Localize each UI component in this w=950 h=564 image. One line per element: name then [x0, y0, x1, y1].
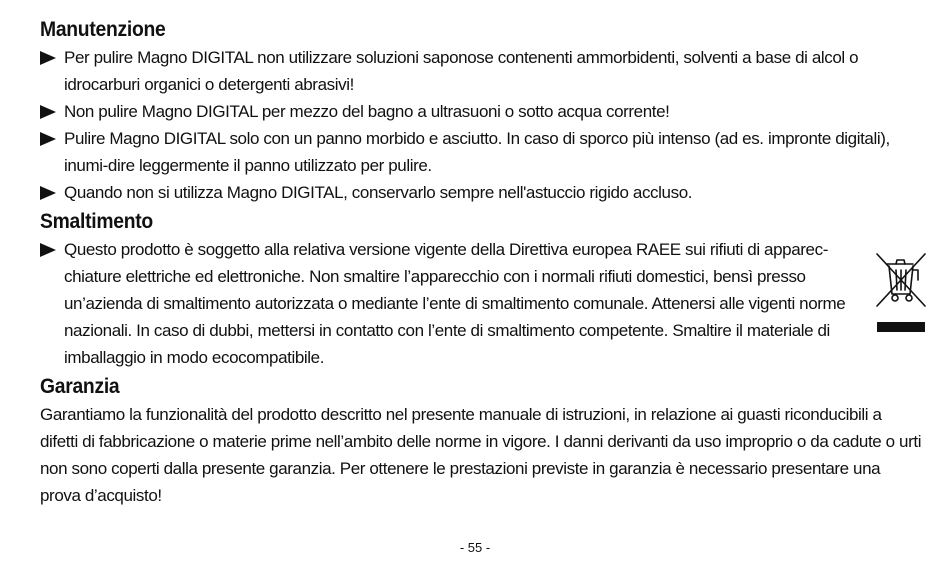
list-item-text: Per pulire Magno DIGITAL non utilizzare soluzioni saponose contenenti ammorbidenti, solventi a base di alcol o idrocarburi organici o detergenti abrasivi! [64, 48, 859, 94]
garanzia-paragraph: Garantiamo la funzionalità del prodotto descritto nel presente manuale di istruzioni, in relazione ai guasti riconducibili a difetti di fabbricazione o materie prime nell’ambito delle norme in vigore. I danni derivanti da uso improprio o da cadute o urti non sono coperti dalla presente garanzia. Per ottenere le prestazioni previste in garanzia è necessario presentare una prova d’acquisto! [40, 405, 922, 505]
list-item-text: Pulire Magno DIGITAL solo con un panno morbido e asciutto. In caso di sporco più intenso (ad es. impronte digitali), inumi-dire leggermente il panno utilizzato per pulire. [64, 129, 890, 175]
manutenzione-list [40, 44, 935, 206]
page-number: - 55 - [459, 540, 491, 555]
list-item-text: Non pulire Magno DIGITAL per mezzo del bagno a ultrasuoni o sotto acqua corrente! [64, 102, 670, 121]
heading-manutenzione: Manutenzione [40, 18, 166, 41]
bullet-triangle-icon [40, 132, 56, 146]
list-item [40, 44, 935, 98]
list-item-text: Questo prodotto è soggetto alla relativa versione vigente della Direttiva europea RAEE sui rifiuti di apparec-chiature elettriche ed elettroniche. Non smaltire l’apparecchio con i normali rifiuti domestici, bensì presso un’azienda di smaltimento autorizzata o mediante l’ente di smaltimento comunale. Attenersi alle vigenti norme nazionali. In caso di dubbi, mettersi in contatto con l’ente di smaltimento competente. Smaltire il materiale di imballaggio in modo ecocompatibile. [64, 240, 846, 367]
heading-smaltimento: Smaltimento [40, 210, 153, 233]
list-item-text: Quando non si utilizza Magno DIGITAL, conservarlo sempre nell'astuccio rigido accluso. [64, 183, 693, 202]
bullet-triangle-icon [40, 105, 56, 119]
bullet-triangle-icon [40, 243, 56, 257]
heading-garanzia: Garanzia [40, 375, 120, 398]
list-item [40, 179, 935, 206]
list-item [40, 125, 935, 179]
bullet-triangle-icon [40, 186, 56, 200]
weee-crossed-bin-icon [873, 250, 929, 336]
list-item [40, 236, 935, 371]
bullet-triangle-icon [40, 51, 56, 65]
smaltimento-list [40, 236, 935, 371]
list-item [40, 98, 935, 125]
document-page [40, 16, 935, 509]
